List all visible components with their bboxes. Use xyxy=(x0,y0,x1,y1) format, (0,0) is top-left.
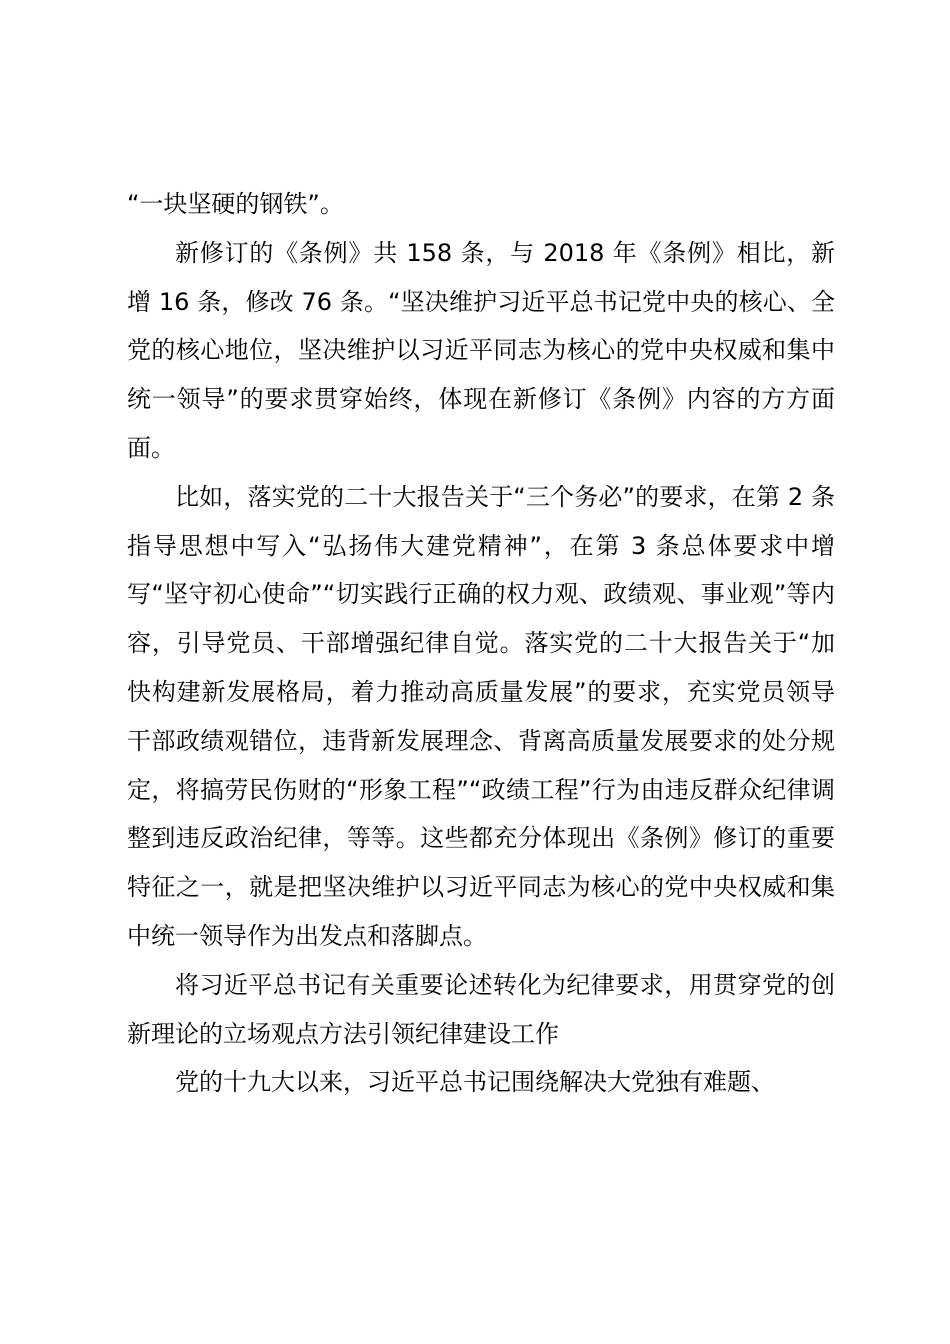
paragraph-continuation: “一块坚硬的钢铁”。 xyxy=(127,190,344,218)
paragraph-since-19th-congress: 党的十九大以来，习近平总书记围绕解决大党独有难题、 xyxy=(175,1068,775,1097)
paragraph-revision-summary: 新修订的《条例》共 158 条，与 2018 年《条例》相比，新增 16 条，修改 76 条。“坚决维护习近平总书记党中央的核心、全党的核心地位，坚决维护以习近平同志为核心的党中央权威和集中统一领导”的要求贯穿始终，体现在新修订《条例》内容的方方面面。 xyxy=(127,238,835,462)
paragraph-examples: 比如，落实党的二十大报告关于“三个务必”的要求，在第 2 条指导思想中写入“弘扬伟大建党精神”，在第 3 条总体要求中增写“坚守初心使命”“切实践行正确的权力观、政绩观、事业观”等内容，引导党员、干部增强纪律自觉。落实党的二十大报告关于“加快构建新发展格局，着力推动高质量发展”的要求，充实党员领导干部政绩观错位，违背新发展理念、背离高质量发展要求的处分规定，将搞劳民伤财的“形象工程”“政绩工程”行为由违反群众纪律调整到违反政治纪律，等等。这些都充分体现出《条例》修订的重要特征之一，就是把坚决维护以习近平同志为核心的党中央权威和集中统一领导作为出发点和落脚点。 xyxy=(127,482,835,950)
document-body xyxy=(127,180,835,1107)
section-heading: 将习近平总书记有关重要论述转化为纪律要求，用贯穿党的创新理论的立场观点方法引领纪律建设工作 xyxy=(127,970,835,1048)
